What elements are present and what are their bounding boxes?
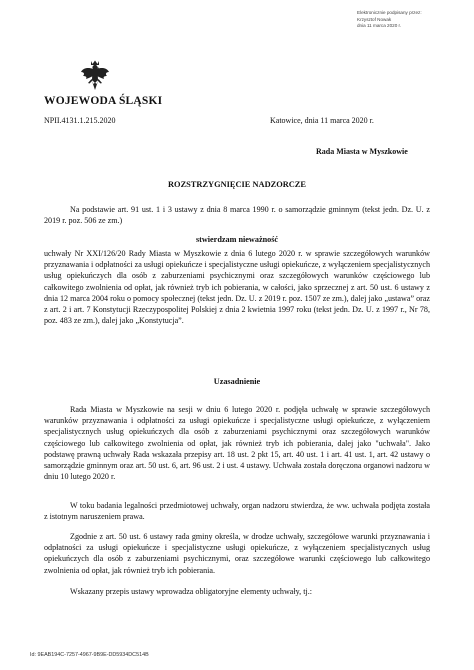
reference-number: NPII.4131.1.215.2020	[44, 116, 116, 125]
place-and-date: Katowice, dnia 11 marca 2020 r.	[270, 116, 374, 125]
justification-paragraph-3: Zgodnie z art. 50 ust. 6 ustawy rada gminy określa, w drodze uchwały, szczegółowe warunki przyznawania i odpłatności za usługi opiekuńcze i specjalistyczne usługi opiekuńcze, z wyłączeniem specjalistycznych usług opiekuńczych dla osób z zaburzeniami psychicznymi, oraz szczegółowe warunki częściowego lub całkowitego zwolnienia od opłat, jak również tryb ich pobierania.	[44, 532, 430, 575]
document-id-footer: Id: 9EAB194C-7257-4967-9B9E-DD5934DC514B	[30, 652, 149, 658]
justification-paragraph-4: Wskazany przepis ustawy wprowadza obligatoryjne elementy uchwały, tj.:	[70, 587, 312, 596]
signature-line-1: Elektronicznie podpisany przez:	[357, 10, 422, 15]
organization-name: WOJEWODA ŚLĄSKI	[44, 95, 163, 107]
signature-line-3: dnia 11 marca 2020 r.	[357, 23, 402, 29]
decision-heading: stwierdzam nieważność	[195, 235, 279, 244]
signature-line-2: Krzysztof Nowak	[357, 16, 392, 22]
electronic-signature-stamp	[357, 10, 457, 30]
recipient: Rada Miasta w Myszkowie	[316, 147, 408, 156]
document-title: ROZSTRZYGNIĘCIE NADZORCZE	[168, 180, 306, 189]
legal-basis-paragraph: Na podstawie art. 91 ust. 1 i 3 ustawy z dnia 8 marca 1990 r. o samorządzie gminnym (tekst jedn. Dz. U. z 2019 r. poz. 506 ze zm.)	[44, 205, 430, 226]
decision-paragraph: uchwały Nr XXI/126/20 Rady Miasta w Myszkowie z dnia 6 lutego 2020 r. w sprawie szczegółowych warunków przyznawania i odpłatności za usługi opiekuńcze i specjalistyczne usługi opiekuńcze, z wyłączeniem specjalistycznych usług opiekuńczych dla osób z zaburzeniami psychicznymi oraz szczegółowych warunków częściowego lub całkowitego zwolnienia od opłat, jak również tryb ich pobierania, w całości, jako sprzecznej z art. 50 ust. 6 ustawy z dnia 12 marca 2004 roku o pomocy społecznej (tekst jedn. Dz. U. z 2019 r. poz. 1507 ze zm.), dalej jako „ustawa” oraz z art. 2 i art. 7 Konstytucji Rzeczypospolitej Polskiej z dnia 2 kwietnia 1997 roku (tekst jedn. Dz. U. z 1997 r., Nr 78, poz. 483 ze zm.), dalej jako „Konstytucja”.	[44, 249, 430, 326]
justification-heading: Uzasadnienie	[213, 377, 261, 386]
polish-eagle-emblem-icon	[80, 58, 110, 92]
justification-paragraph-1: Rada Miasta w Myszkowie na sesji w dniu 6 lutego 2020 r. podjęła uchwałę w sprawie szczegółowych warunków przyznawania i odpłatności za usługi opiekuńcze i specjalistyczne usługi opiekuńcze, z wyłączeniem specjalistycznych usług opiekuńczych dla osób z zaburzeniami psychicznymi oraz szczegółowych warunków częściowego lub całkowitego zwolnienia od opłat, jak również tryb ich pobierania, dalej jako "uchwała". Jako podstawę prawną uchwały Rada wskazała przepisy art. 18 ust. 2 pkt 15, art. 40 ust. 1 i art. 41 ust. 1, art. 42 ustawy o samorządzie gminnym oraz art. 50 ust. 6, art. 96 ust. 2 i ust. 4 ustawy. Uchwała została doręczona organowi nadzoru w dniu 10 lutego 2020 r.	[44, 405, 430, 482]
justification-paragraph-2: W toku badania legalności przedmiotowej uchwały, organ nadzoru stwierdza, że ww. uchwała podjęta została z istotnym naruszeniem prawa.	[44, 501, 430, 522]
